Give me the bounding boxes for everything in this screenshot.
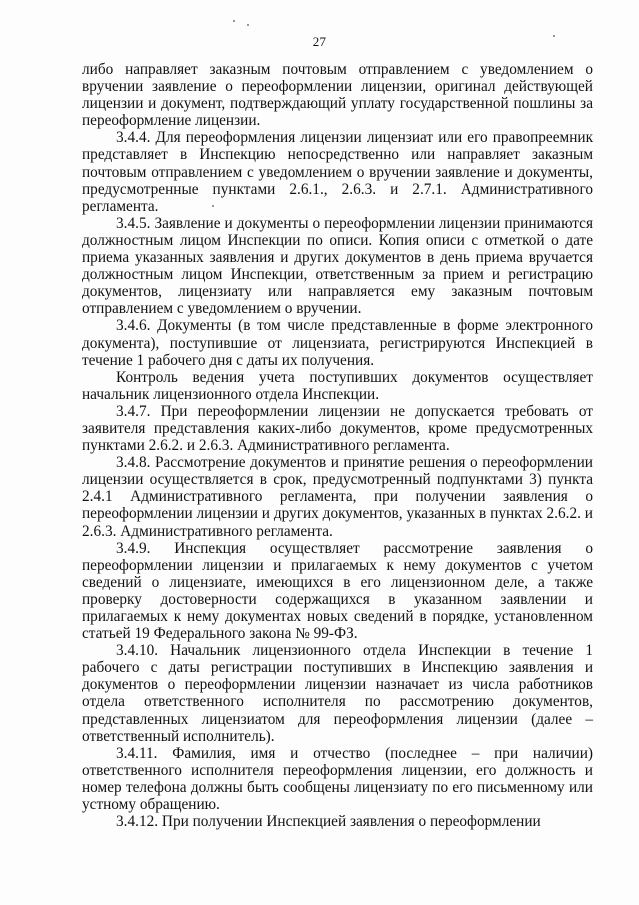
- paragraph-3-4-4: 3.4.4. Для переоформления лицензии лицензиат или его правопреемник представляет в Инспекцию непосредственно или направляет заказным почтовым отправлением с уведомлением о вручении заявление и документы, предусмотренные пунктами 2.6.1., 2.6.3. и 2.7.1. Административного регламента.: [82, 129, 593, 215]
- paragraph-3-4-10: 3.4.10. Начальник лицензионного отдела Инспекции в течение 1 рабочего с даты регистрации поступивших в Инспекцию заявления и документов о переоформлении лицензии назначает из числа работников отдела ответственного исполнителя по рассмотрению документов, представленных лицензиатом для переоформления лицензии (далее – ответственный исполнитель).: [82, 642, 593, 745]
- page-number: 27: [312, 34, 327, 49]
- paragraph-3-4-12: 3.4.12. При получении Инспекцией заявления о переоформлении: [116, 813, 541, 831]
- scan-speck: [212, 205, 214, 207]
- paragraph-3-4-11: 3.4.11. Фамилия, имя и отчество (последнее – при наличии) ответственного исполнителя переоформления лицензии, его должность и номер телефона должны быть сообщены лицензиату по его письменному или устному обращению.: [82, 744, 593, 814]
- paragraph-3-4-7: 3.4.7. При переоформлении лицензии не допускается требовать от заявителя представления каких-либо документов, кроме предусмотренных пунктами 2.6.2. и 2.6.3. Административного регламента.: [82, 402, 593, 455]
- paragraph-3-4-9: 3.4.9. Инспекция осуществляет рассмотрение заявления о переоформлении лицензии и прилагаемых к нему документов с учетом сведений о лицензиате, имеющихся в его лицензионном деле, а также проверку достоверности содержащихся в указанном заявлении и прилагаемых к нему документах новых сведений в порядке, установленном статьей 19 Федерального закона № 99-ФЗ.: [82, 539, 593, 643]
- paragraph-3-4-6: 3.4.6. Документы (в том числе представленные в форме электронного документа), поступившие от лицензиата, регистрируются Инспекцией в течение 1 рабочего дня с даты их получения.: [82, 317, 593, 369]
- scan-speck: [247, 24, 249, 26]
- paragraph-3-4-5: 3.4.5. Заявление и документы о переоформлении лицензии принимаются должностным лицом Инспекции по описи. Копия описи с отметкой о дате приема указанных заявления и других документов в день приема вручается должностным лицом Инспекции, ответственным за прием и регистрацию документов, лицензиату или направляется ему заказным почтовым отправлением с уведомлением о вручении.: [82, 214, 593, 318]
- document-body: [82, 61, 593, 830]
- paragraph-control: Контроль ведения учета поступивших документов осуществляет начальник лицензионного отдела Инспекции.: [82, 368, 593, 403]
- paragraph-3-4-8: 3.4.8. Рассмотрение документов и принятие решения о переоформлении лицензии осуществляется в срок, предусмотренный подпунктами 3) пункта 2.4.1 Административного регламента, при получении заявления о переоформлении лицензии и других документов, указанных в пунктах 2.6.2. и 2.6.3. Административного регламента.: [82, 454, 593, 540]
- scan-speck: [233, 20, 235, 22]
- scan-speck: [553, 35, 555, 37]
- paragraph-continuation: либо направляет заказным почтовым отправлением с уведомлением о вручении заявление о переоформлении лицензии, оригинал действующей лицензии и документ, подтверждающий уплату государственной пошлины за переоформление лицензии.: [82, 61, 593, 130]
